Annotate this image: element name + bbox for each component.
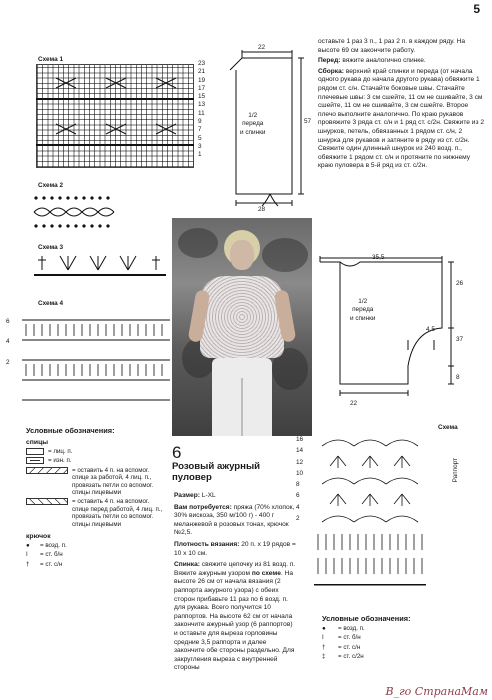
sweater2-dim-r4: 8 bbox=[456, 374, 460, 381]
schema-4-chart bbox=[16, 310, 176, 418]
cable-back-icon bbox=[26, 467, 68, 474]
right-column-text: оставьте 1 раз 3 п., 1 раз 2 п. в каждом ряду. На высоте 69 см закончите работу. Перед: вяжите аналогично спинке. Сборка: верхний край спинки и переда (от начала одного рукава до начала другого рукава) обвяжите 1 рядом ст. с/н. Стачайте боковые швы. Стачайте плечевые швы: 3 см сшейте, 11 см не сшивайте, 3 см сшейте, 11 см не сшивайте, 3 см сшейте. Второе плечо выполните аналогично. По краю рукавов провяжите 3 ряда ст. с/н и 1 ряд ст. с/2н. Свяжите из 2 шнурков, петель, обвязанных 1 рядом ст. с/н, 2 шнурка для рукавов и затяните в ряду из ст. с/2н. Свяжите один длинный шнурок из 240 возд. п., обвяжите 1 рядом ст. с/н и протяните по нижнему краю пуловера в 5-й ряд из ст. с/2н. bbox=[318, 38, 485, 170]
sweater1-dim-top: 22 bbox=[258, 44, 266, 51]
sweater2-dim-r3: 37 bbox=[456, 336, 464, 343]
double-crochet-icon: † bbox=[322, 643, 326, 651]
chain-stitch-icon: ● bbox=[26, 542, 30, 550]
sweater2-dim-top: 35,5 bbox=[372, 254, 385, 261]
sweater1-dim-bottom: 28 bbox=[258, 206, 266, 213]
single-crochet-icon: I bbox=[322, 634, 324, 642]
legend-right-title: Условные обозначения: bbox=[322, 614, 411, 623]
single-crochet-icon: I bbox=[26, 551, 28, 559]
schema-2-label: Схема 2 bbox=[38, 182, 64, 189]
pattern-6-body: Размер: L-XL Вам потребуется: пряжа (70% хлопок, 30% вискоза, 350 м/100 г) - 400 г меланжевой в розовых тонах, крючок №2,5. Плотность вязания: 20 п. х 19 рядов = 10 х 10 см. Спинка: свяжите цепочку из 81 возд. п. Вяжите ажурным узором по схеме. На высоте 26 см от начала вязания (2 раппорта ажурного узора) с обеих сторон прибавьте 11 раз по 6 возд. п. для рукава. Всего получится 10 раппортов. На высоте 62 см от начала закончите ажурный узор (6 раппортов) и оставьте для выреза горловины средние 3,5 раппорта и далее закончите обе стороны раздельно. Для закругления выреза с внутренней стороны bbox=[174, 492, 296, 672]
main-schema-label: Схема bbox=[438, 424, 458, 431]
schema-3-label: Схема 3 bbox=[38, 244, 64, 251]
site-watermark: В_го СтранаМам bbox=[385, 685, 488, 698]
sweater1-label: 1/2 переда и спинки bbox=[240, 112, 266, 136]
main-schema-row-numbers: 16 14 12 10 8 6 4 2 bbox=[296, 436, 304, 523]
treble-crochet-icon: ‡ bbox=[322, 653, 326, 661]
legend-knit-head: спицы bbox=[26, 439, 49, 446]
pattern-number: 6 bbox=[172, 443, 182, 462]
schema-4-row-numbers: 6 4 2 bbox=[6, 318, 10, 366]
pattern-title: Розовый ажурный пуловер bbox=[172, 461, 261, 483]
schema-1-label: Схема 1 bbox=[38, 56, 64, 63]
sweater-diagram-1 bbox=[222, 44, 318, 212]
main-schema-chart bbox=[308, 434, 438, 610]
double-crochet-icon: † bbox=[26, 560, 30, 568]
legend-hook-head: крючок bbox=[26, 533, 51, 541]
sweater2-dim-r2: 4,5 bbox=[426, 326, 435, 333]
cable-front-icon bbox=[26, 498, 68, 505]
knit-stitch-icon bbox=[26, 448, 44, 455]
legend-left: Условные обозначения: спицы = лиц. п. = изн. п. = оставить 4 п. на вспомог. спице за работой, 4 лиц. п., провязать петли со вспомог. спицы лицевыми = оставить 4 п. на вспомог. спице перед работой, 4 лиц. п., провязать петли со вспомог. спицы лицевыми крючок ● = возд. п. I = ст. б/н † = ст. с/н bbox=[26, 426, 166, 568]
rapport-label: Раппорт bbox=[452, 458, 459, 483]
schema-1-cables bbox=[36, 64, 194, 168]
schema-4-label: Схема 4 bbox=[38, 300, 64, 307]
schema-1-row-numbers: 23 21 19 17 15 13 11 9 7 5 3 1 bbox=[198, 60, 206, 159]
legend-left-title: Условные обозначения: bbox=[26, 426, 115, 435]
page-number: 5 bbox=[473, 2, 480, 16]
sweater2-dim-bottom: 22 bbox=[350, 400, 358, 407]
pattern-6-header bbox=[172, 444, 302, 483]
schema-2-chart bbox=[32, 192, 122, 232]
sweater1-dim-side: 57 bbox=[304, 118, 312, 125]
legend-right: Условные обозначения: ● = возд. п. I = ст. б/н † = ст. с/н ‡ = ст. с/2н bbox=[322, 614, 472, 661]
chain-stitch-icon: ● bbox=[322, 625, 326, 632]
sweater-diagram-2 bbox=[314, 250, 464, 410]
sweater2-dim-r1: 26 bbox=[456, 280, 464, 287]
schema-3-chart bbox=[34, 252, 166, 282]
sweater2-label: 1/2 переда и спинки bbox=[350, 298, 376, 322]
purl-stitch-icon bbox=[26, 457, 44, 464]
model-photo bbox=[172, 218, 312, 436]
